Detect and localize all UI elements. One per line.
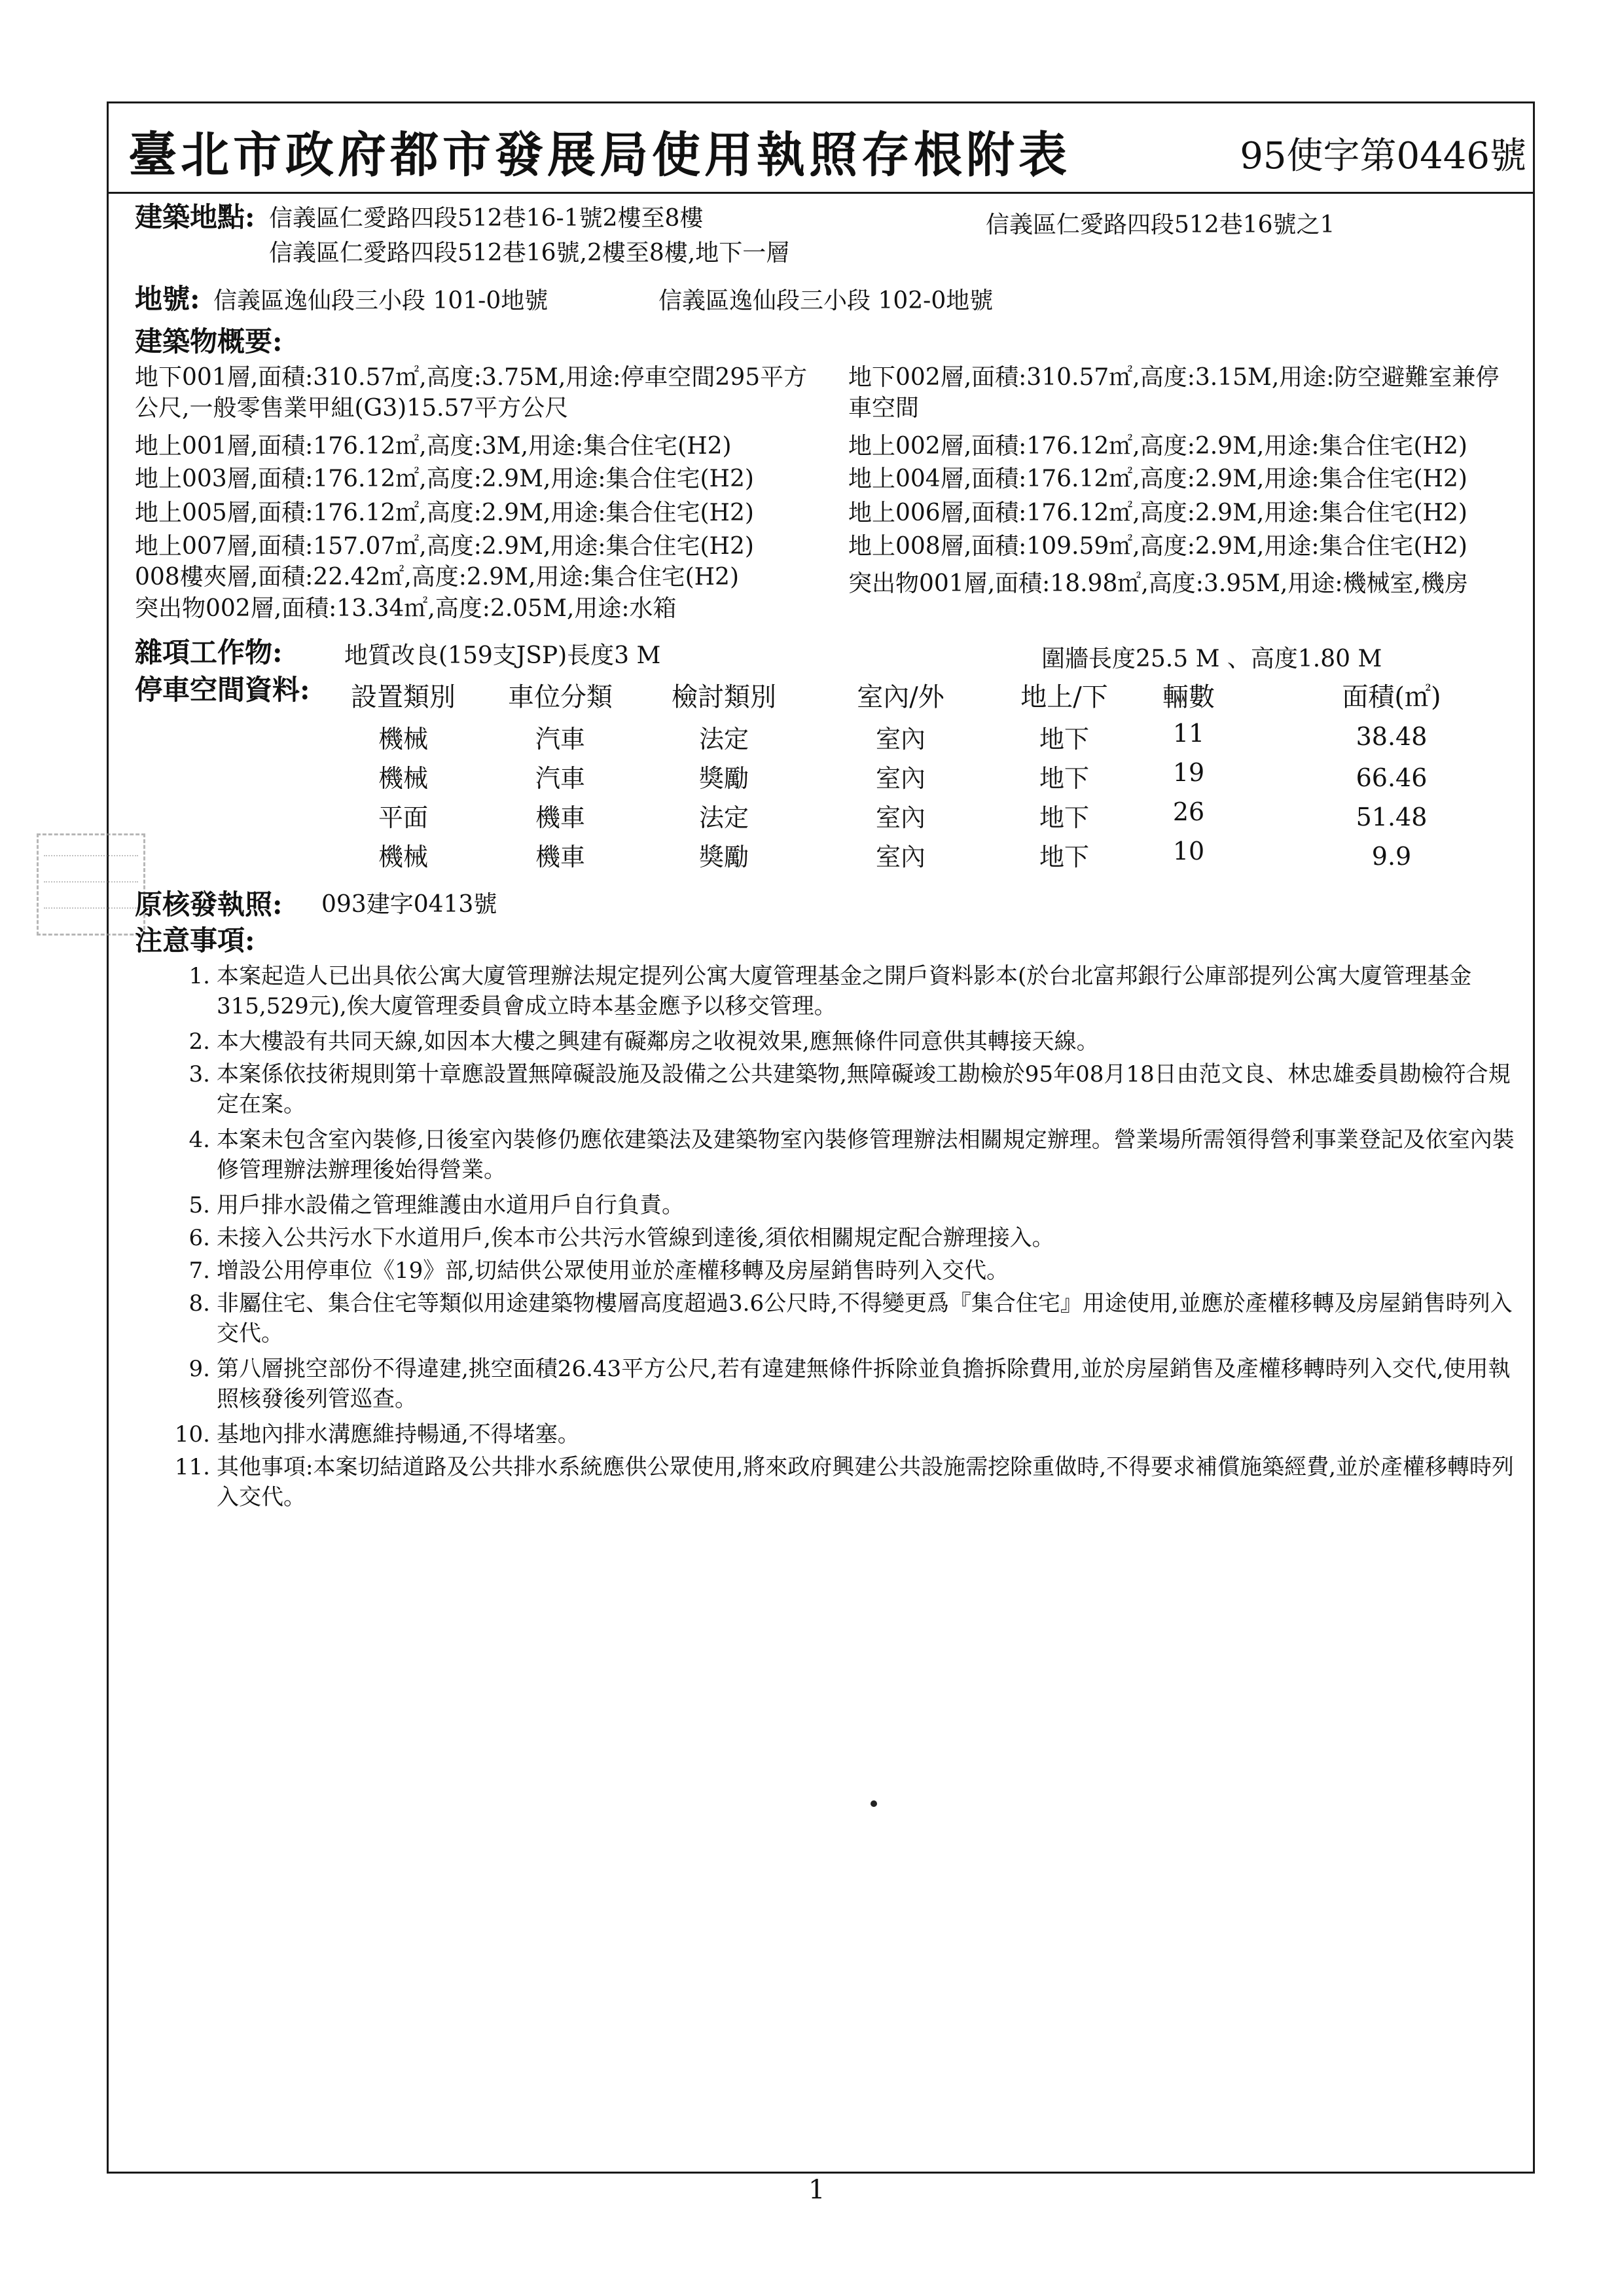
note-item — [164, 1354, 1532, 1414]
parking-header: 設置類別 — [351, 682, 456, 712]
building-row: 地上007層,面積:157.07㎡,高度:2.9M,用途:集合住宅(H2) — [135, 533, 754, 560]
note-number: 2. — [189, 1029, 210, 1055]
note-number: 8. — [189, 1290, 210, 1317]
parking-cell: 地下 — [1039, 803, 1089, 832]
site-address-3: 信義區仁愛路四段512巷16號,2樓至8樓,地下一層 — [269, 240, 790, 266]
building-row-right: 地上004層,面積:176.12㎡,高度:2.9M,用途:集合住宅(H2) — [848, 465, 1467, 492]
parking-cell: 機械 — [378, 764, 428, 793]
lot-number-1: 信義區逸仙段三小段 101-0地號 — [213, 287, 548, 314]
note-item — [164, 1190, 1532, 1220]
parking-cell: 機械 — [378, 843, 428, 871]
lot-label: 地號: — [135, 283, 200, 315]
note-text: 未接入公共污水下水道用戶,俟本市公共污水管線到達後,須依相關規定配合辦理接入。 — [217, 1225, 1054, 1251]
note-item — [164, 1027, 1532, 1057]
notes-heading: 注意事項: — [135, 924, 255, 957]
parking-header: 車位分類 — [508, 682, 613, 712]
note-number: 6. — [189, 1225, 210, 1251]
parking-cell: 獎勵 — [698, 764, 749, 793]
note-number: 4. — [189, 1127, 210, 1153]
misc-label: 雜項工作物: — [135, 636, 283, 668]
note-text: 本案係依技術規則第十章應設置無障礙設施及設備之公共建築物,無障礙竣工勘檢於95年08月18日由范文良、林忠雄委員勘檢符合規定在案。 — [217, 1061, 1511, 1118]
note-text: 基地內排水溝應維持暢通,不得堵塞。 — [217, 1421, 580, 1448]
parking-header: 輛數 — [1162, 682, 1215, 712]
document-title: 臺北市政府都市發展局使用執照存根附表 — [128, 127, 1071, 183]
document-frame — [107, 101, 1535, 2174]
parking-cell: 19 — [1172, 758, 1205, 787]
misc-item-2: 圍牆長度25.5 M 、高度1.80 M — [1041, 646, 1382, 672]
note-text: 用戶排水設備之管理維護由水道用戶自行負責。 — [217, 1192, 684, 1218]
note-item — [164, 1288, 1532, 1349]
parking-cell: 地下 — [1039, 764, 1089, 793]
note-number: 5. — [189, 1192, 210, 1218]
parking-cell: 9.9 — [1371, 842, 1412, 871]
building-row-right: 地上002層,面積:176.12㎡,高度:2.9M,用途:集合住宅(H2) — [848, 433, 1467, 460]
note-text: 非屬住宅、集合住宅等類似用途建築物樓層高度超過3.6公尺時,不得變更爲『集合住宅』用途使用,並應於產權移轉及房屋銷售時列入交代。 — [217, 1290, 1513, 1347]
parking-cell: 地下 — [1039, 725, 1089, 754]
site-label: 建築地點: — [135, 201, 255, 233]
building-row: 地上003層,面積:176.12㎡,高度:2.9M,用途:集合住宅(H2) — [135, 465, 754, 492]
page-number: 1 — [808, 2175, 825, 2205]
parking-cell: 66.46 — [1356, 763, 1428, 792]
building-row: 公尺,一般零售業甲組(G3)15.57平方公尺 — [135, 395, 569, 422]
building-row: 地上001層,面積:176.12㎡,高度:3M,用途:集合住宅(H2) — [135, 433, 732, 460]
building-row: 地下001層,面積:310.57㎡,高度:3.75M,用途:停車空間295平方 — [135, 364, 808, 391]
note-item — [164, 1223, 1532, 1253]
stamp-mark — [37, 833, 145, 936]
parking-header: 檢討類別 — [672, 682, 776, 712]
parking-cell: 法定 — [698, 725, 749, 754]
building-heading: 建築物概要: — [135, 325, 283, 357]
parking-cell: 地下 — [1039, 843, 1089, 871]
lot-number-2: 信義區逸仙段三小段 102-0地號 — [658, 287, 994, 314]
parking-cell: 38.48 — [1356, 722, 1428, 751]
note-number: 9. — [189, 1356, 210, 1382]
site-address-2: 信義區仁愛路四段512巷16號之1 — [986, 211, 1335, 238]
note-item — [164, 1419, 1532, 1449]
parking-cell: 法定 — [698, 803, 749, 832]
original-permit-value: 093建字0413號 — [321, 891, 497, 918]
parking-cell: 26 — [1172, 797, 1205, 826]
note-number: 11. — [174, 1454, 210, 1480]
parking-cell: 汽車 — [535, 725, 585, 754]
permit-number: 95使字第0446號 — [1240, 135, 1526, 177]
note-item — [164, 1059, 1532, 1120]
note-text: 本大樓設有共同天線,如因本大樓之興建有礙鄰房之收視效果,應無條件同意供其轉接天線。 — [217, 1029, 1099, 1055]
note-item — [164, 961, 1532, 1021]
scan-speck — [871, 1800, 877, 1807]
note-number: 1. — [189, 963, 210, 989]
parking-cell: 平面 — [378, 803, 428, 832]
building-row-right: 地下002層,面積:310.57㎡,高度:3.15M,用途:防空避難室兼停 — [848, 364, 1500, 391]
misc-item-1: 地質改良(159支JSP)長度3 M — [344, 642, 661, 669]
parking-cell: 機械 — [378, 725, 428, 754]
title-row — [109, 103, 1533, 194]
site-address-1: 信義區仁愛路四段512巷16-1號2樓至8樓 — [269, 205, 704, 232]
building-row-right: 車空間 — [848, 395, 920, 422]
building-row-right: 地上008層,面積:109.59㎡,高度:2.9M,用途:集合住宅(H2) — [848, 533, 1467, 560]
note-text: 增設公用停車位《19》部,切結供公眾使用並於產權移轉及房屋銷售時列入交代。 — [217, 1258, 1009, 1284]
note-text: 其他事項:本案切結道路及公共排水系統應供公眾使用,將來政府興建公共設施需挖除重做時,不得要求補償施築經費,並於產權移轉時列入交代。 — [217, 1454, 1514, 1510]
parking-cell: 室內 — [875, 843, 926, 871]
parking-header: 地上/下 — [1020, 682, 1108, 712]
note-item — [164, 1452, 1532, 1512]
parking-cell: 10 — [1172, 837, 1205, 866]
parking-cell: 室內 — [875, 725, 926, 754]
parking-cell: 11 — [1172, 719, 1205, 748]
note-text: 第八層挑空部份不得違建,挑空面積26.43平方公尺,若有違建無條件拆除並負擔拆除費用,並於房屋銷售及產權移轉時列入交代,使用執照核發後列管巡查。 — [217, 1356, 1511, 1412]
parking-cell: 機車 — [535, 803, 585, 832]
note-number: 10. — [174, 1421, 210, 1448]
note-item — [164, 1125, 1532, 1185]
parking-header: 室內/外 — [857, 682, 944, 712]
building-row: 突出物002層,面積:13.34㎡,高度:2.05M,用途:水箱 — [135, 595, 677, 622]
note-text: 本案未包含室內裝修,日後室內裝修仍應依建築法及建築物室內裝修管理辦法相關規定辦理。營業場所需領得營利事業登記及依室內裝修管理辦法辦理後始得營業。 — [217, 1127, 1515, 1183]
parking-cell: 室內 — [875, 764, 926, 793]
parking-cell: 汽車 — [535, 764, 585, 793]
building-row: 008樓夾層,面積:22.42㎡,高度:2.9M,用途:集合住宅(H2) — [135, 564, 739, 591]
building-row-right: 突出物001層,面積:18.98㎡,高度:3.95M,用途:機械室,機房 — [848, 570, 1468, 597]
note-text: 本案起造人已出具依公寓大廈管理辦法規定提列公寓大廈管理基金之開戶資料影本(於台北富邦銀行公庫部提列公寓大廈管理基金315,529元),俟大廈管理委員會成立時本基金應予以移交管理。 — [217, 963, 1472, 1019]
note-item — [164, 1256, 1532, 1286]
parking-cell: 51.48 — [1356, 803, 1428, 831]
building-row: 地上005層,面積:176.12㎡,高度:2.9M,用途:集合住宅(H2) — [135, 500, 754, 526]
building-row-right: 地上006層,面積:176.12㎡,高度:2.9M,用途:集合住宅(H2) — [848, 500, 1467, 526]
parking-cell: 機車 — [535, 843, 585, 871]
parking-header: 面積(㎡) — [1342, 682, 1441, 712]
parking-cell: 室內 — [875, 803, 926, 832]
original-permit-label: 原核發執照: — [135, 888, 283, 920]
parking-cell: 獎勵 — [698, 843, 749, 871]
note-number: 7. — [189, 1258, 210, 1284]
note-number: 3. — [189, 1061, 210, 1087]
parking-label: 停車空間資料: — [135, 674, 310, 706]
